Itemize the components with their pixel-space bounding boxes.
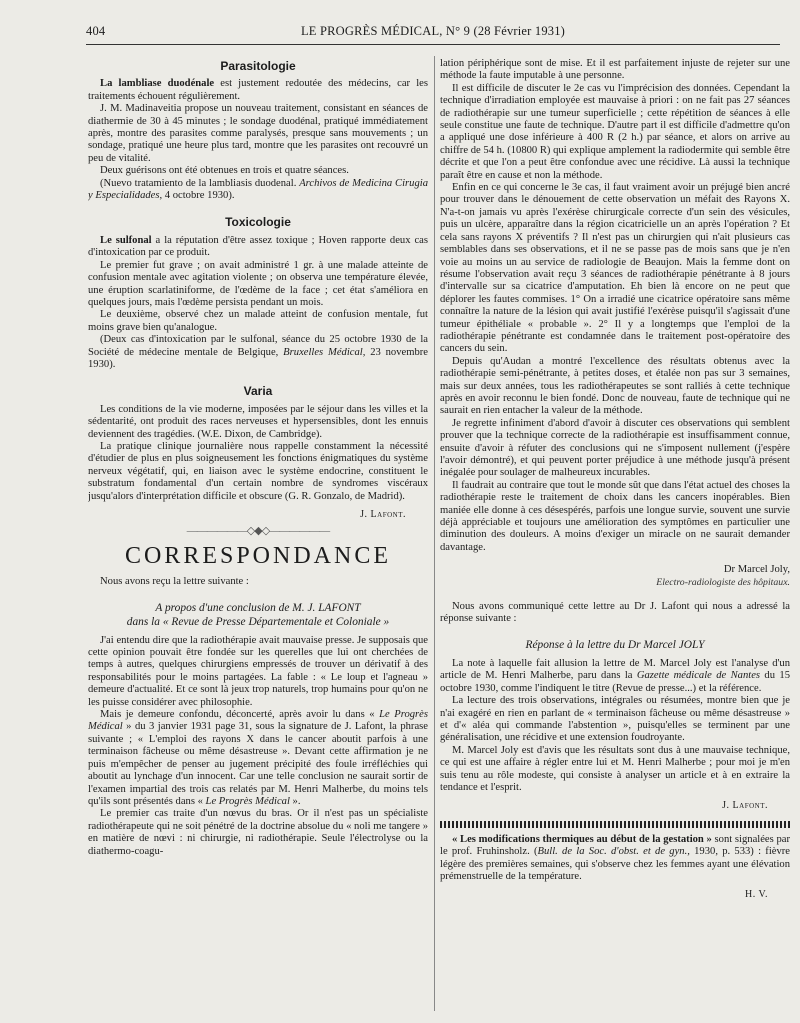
lead-term: Le sulfonal bbox=[100, 234, 152, 246]
paragraph: Le deuxième, observé chez un malade atteint de confusion mentale, fut moins grave bien qu'analogue. bbox=[88, 309, 428, 333]
paragraph: J. M. Madinaveitia propose un nouveau traitement, consistant en séances de diathermie de 30 à 45 minutes ; le sondage duodénal, pratiqué immédiatement après, montre des parasites comme paralysés, presque sans mouvements ; un sondage, pratiqué une heure plus tard, montre que les parasites ont recouvré un peu de vitalité. bbox=[88, 103, 428, 164]
paragraph: Les conditions de la vie moderne, imposées par le séjour dans les villes et la sédentarité, ont produit des races nerveuses et hypersensibles, dont les ennuis deviennent des tragédies. (W.E. Dixon, de Cambridge). bbox=[88, 403, 428, 440]
paragraph: M. Marcel Joly est d'avis que les résultats sont dus à une mauvaise technique, ce qui est une affaire à régler entre lui et M. Henri Malherbe ; pour moi je m'en suis tenu au rôle modeste, qui consiste à analyser un article et à en extraire la tendance et l'esprit. bbox=[440, 744, 790, 793]
paragraph: Depuis qu'Audan a montré l'excellence des résultats obtenus avec la radiothérapie semi-pénétrante, à petites doses, et étalée non pas sur 3 semaines, mais sur deux années, tous les radiothérapeutes se sont ralliés à cette technique après en avoir reconnu le bien fondé. Donc de nouveau, faute de technique qui ne saurait en rien entacher la valeur de la méthode. bbox=[440, 355, 790, 417]
note-paragraph: « Les modifications thermiques au début de la gestation » sont signalées par le prof. Fruhinsholz. (Bull. de la Soc. d'obst. et de gyn., 1930, p. 533) : fièvre légère des premières semaines, qui s'observe chez les femmes ayant une élévation prémenstruelle de la température. bbox=[440, 833, 790, 882]
signature-name: Dr Marcel Joly, bbox=[723, 564, 790, 576]
section-heading-varia: Varia bbox=[243, 384, 273, 399]
paragraph: La note à laquelle fait allusion la lettre de M. Marcel Joly est l'analyse d'un article de M. Henri Malherbe, paru dans la Gazette médicale de Nantes du 15 octobre 1930, comme l'indiquent le titre (Revue de presse...) et la référence. bbox=[440, 657, 790, 694]
author-signature: J. Lafont. bbox=[360, 509, 406, 520]
paragraph: Je regrette infiniment d'abord d'avoir à discuter ces observations qui semblent prouver que la technique correcte de la radiothérapie est insuffisamment connue, ensuite d'avoir à réfuter des conclusions qui ne s'imposent nullement (j'espère l'avoir démontré), et qui peuvent porter préjudice à une méthode jusqu'à présent inégalée pour soulager de malheureux incurables. bbox=[440, 417, 790, 479]
paragraph: Il est difficile de discuter le 2e cas vu l'imprécision des données. Cependant la technique d'irradiation employée est mauvaise à priori : on ne fait pas 27 séances de radiothérapie sur une tumeur superficielle ; cette répétition de séances à elle seule constitue une faute de technique. D'autre part il est difficile d'admettre qu'on a appliqué une dose inférieure à 400 R (2 h.) par séance, et alors on arrive au chiffre de 54 h. (10800 R) qui explique amplement la radiodermite qui semble être décrite et que l'on a peut être confondue avec une récidive. Là aussi la technique paraît être en cause et non la méthode. bbox=[440, 82, 790, 181]
left-column bbox=[88, 58, 428, 1013]
correspondance-heading: CORRESPONDANCE bbox=[124, 542, 392, 569]
paragraph: Mais je demeure confondu, déconcerté, après avoir lu dans « Le Progrès Médical » du 3 janvier 1931 page 31, sous la signature de J. Lafont, la phrase suivante ; « L'emploi des rayons X dans le cancer aboutit parfois à une terminaison fâcheuse ou même désastreuse ». Devant cette affirmation je ne puis m'empêcher de penser au jugement précipité des foule irréfléchies qui aboutit au lynchage d'un innocent. Car une telle conclusion ne saurait sortir de l'examen impartial des trois cas relatés par M. Henri Malherbe, du moins tels qu'ils sont présentés dans « Le Progrès Médical ». bbox=[88, 709, 428, 807]
paragraph: Deux guérisons ont été obtenues en trois et quatre séances. bbox=[100, 165, 349, 177]
paragraph: lation périphérique sont de mise. Et il est parfaitement injuste de rejeter sur une méthode la faute imputable à une personne. bbox=[440, 58, 790, 82]
dotted-separator bbox=[440, 821, 790, 828]
paragraph: Le sulfonal a la réputation d'être assez toxique ; Hoven rapporte deux cas d'intoxication par ce produit. bbox=[88, 234, 428, 259]
letter-title-line-2: dans la « Revue de Presse Départementale et Coloniale » bbox=[126, 615, 390, 628]
journal-title: LE PROGRÈS MÉDICAL, N° 9 (28 Février 1931) bbox=[300, 24, 566, 38]
section-heading-parasitologie: Parasitologie bbox=[220, 59, 296, 73]
letter-title-line-1: A propos d'une conclusion de M. J. LAFONT bbox=[155, 601, 361, 614]
reply-signature: J. Lafont. bbox=[722, 800, 768, 812]
running-header bbox=[86, 24, 780, 44]
section-heading-toxicologie: Toxicologie bbox=[225, 215, 291, 230]
ornament-divider: ——————◇◆◇—————— bbox=[186, 525, 330, 538]
reference: (Nuevo tratamiento de la lambliasis duodenal. Archivos de Medicina Cirugia y Especialidades, 4 octobre 1930). bbox=[88, 177, 428, 202]
note-signature: H. V. bbox=[745, 889, 768, 901]
paragraph: Le premier fut grave ; on avait administré 1 gr. à une malade atteinte de confusion mentale avec agitation violente ; on observa une température élevée, une éruption scarlatiniforme, de l'œdème de la face ; cet état s'améliora en quelques jours, mais l'œdème persista pendant un mois. bbox=[88, 259, 428, 308]
reference: (Deux cas d'intoxication par le sulfonal, séance du 25 octobre 1930 de la Société de médecine mentale de Belgique, Bruxelles Médical, 23 novembre 1930). bbox=[88, 334, 428, 370]
header-rule bbox=[86, 44, 780, 45]
paragraph: J'ai entendu dire que la radiothérapie avait mauvaise presse. Je supposais que cette opinion pouvait être fondée sur les querelles que lui ont cherchées de temps à autres, quelques chirurgiens empressés de trouver un dérivatif à des responsabilités pour le moins partagées. La fable : « Le loup et l'agneau » demeure d'actualité. Et ce sont là jeux trop naturels, trop humains pour qu'on ne les puisse considérer avec philosophie. bbox=[88, 634, 428, 708]
signature-role: Electro-radiologiste des hôpitaux. bbox=[656, 576, 790, 588]
lead-term: La lambliase duodénale bbox=[100, 78, 215, 90]
right-column bbox=[440, 58, 790, 1013]
reply-title: Réponse à la lettre du Dr Marcel JOLY bbox=[525, 638, 705, 651]
paragraph: La pratique clinique journalière nous rappelle constamment la nécessité d'étudier de plus en plus soigneusement les fonctions énigmatiques du système nerveux végétatif, qui, en liaison avec le système endocrine, constituent le substratum fondamental d'un certain nombre de syndromes viscéraux jusqu'alors d'interprétation difficile et obscure (G. R. Gonzalo, de Madrid). bbox=[88, 440, 428, 502]
reply-intro: Nous avons communiqué cette lettre au Dr J. Lafont qui nous a adressé la réponse suivante : bbox=[440, 601, 790, 625]
paragraph: La lambliase duodénale est justement redoutée des médecins, car les traitements échouent régulièrement. bbox=[88, 78, 428, 102]
page-number: 404 bbox=[86, 24, 106, 38]
paragraph: Le premier cas traite d'un nœvus du bras. Or il n'est pas un spécialiste radiothérapeute qui ne soit pénétré de la doctrine absolue du « noli me tangere » en matière de nœvi : ni chirurgie, ni radiothérapie. Seule l'électrolyse ou la diathermo-coagu- bbox=[88, 808, 428, 857]
paragraph: Enfin en ce qui concerne le 3e cas, il faut vraiment avoir un préjugé bien ancré pour trouver dans le dénouement de cette observation un méfait des Rayons X. N'a-t-on jamais vu après l'exérèse chirurgicale correcte d'un sein des vésicules, puis un ulcère, apparaître dans la région cicatricielle un an après l'opération ? Et cela sans rayons X préventifs ? Il n'est pas un chirurgien qui n'ait plusieurs cas semblables dans ses observations, et il ne se passe pas de mois sans que je n'en voie au moins un au service de radiologie de Beaujon. Mais la femme dont on résume l'observation avait reçu 3 séances de radiothérapie pénétrante à 8 jours d'intervalle sur sa cicatrice d'amputation. Eh bien là encore on ne peut que déplorer les fautes commises. 1° On a irradié une cicatrice opératoire sans même connaître la nature de la lésion qui avait justifié l'exérèse puisqu'il s'agissait d'une tumeur épithéliale « probable ». 2° Il y a longtemps que l'emploi de la radiothérapie pénétrante est condamnée dans le traitement post-opératoire des cancers du sein. bbox=[440, 182, 790, 355]
paragraph: La lecture des trois observations, intégrales ou résumées, montre bien que je n'ai exagéré en rien en parlant de « terminaison fâcheuse ou même désastreuse » et d'« aléa qui commande l'abstention », puisqu'elles se terminent par une généralisation, une récidive et une extension foudroyante. bbox=[440, 695, 790, 744]
intro-line: Nous avons reçu la lettre suivante : bbox=[100, 576, 249, 588]
letter-signature bbox=[440, 564, 790, 589]
column-divider bbox=[434, 56, 435, 1011]
paragraph: Il faudrait au contraire que tout le monde sût que dans l'état actuel des choses la radiothérapie reste le traitement de choix dans les cancers inopérables. Bien maniée elle donne à ces désespérés, parfois une longue survie, souvent une survie déjà appréciable et toujours une amélioration des symptômes en particulier une diminution des douleurs. A moins d'exiger un miracle on ne saurait demander davantage. bbox=[440, 479, 790, 553]
